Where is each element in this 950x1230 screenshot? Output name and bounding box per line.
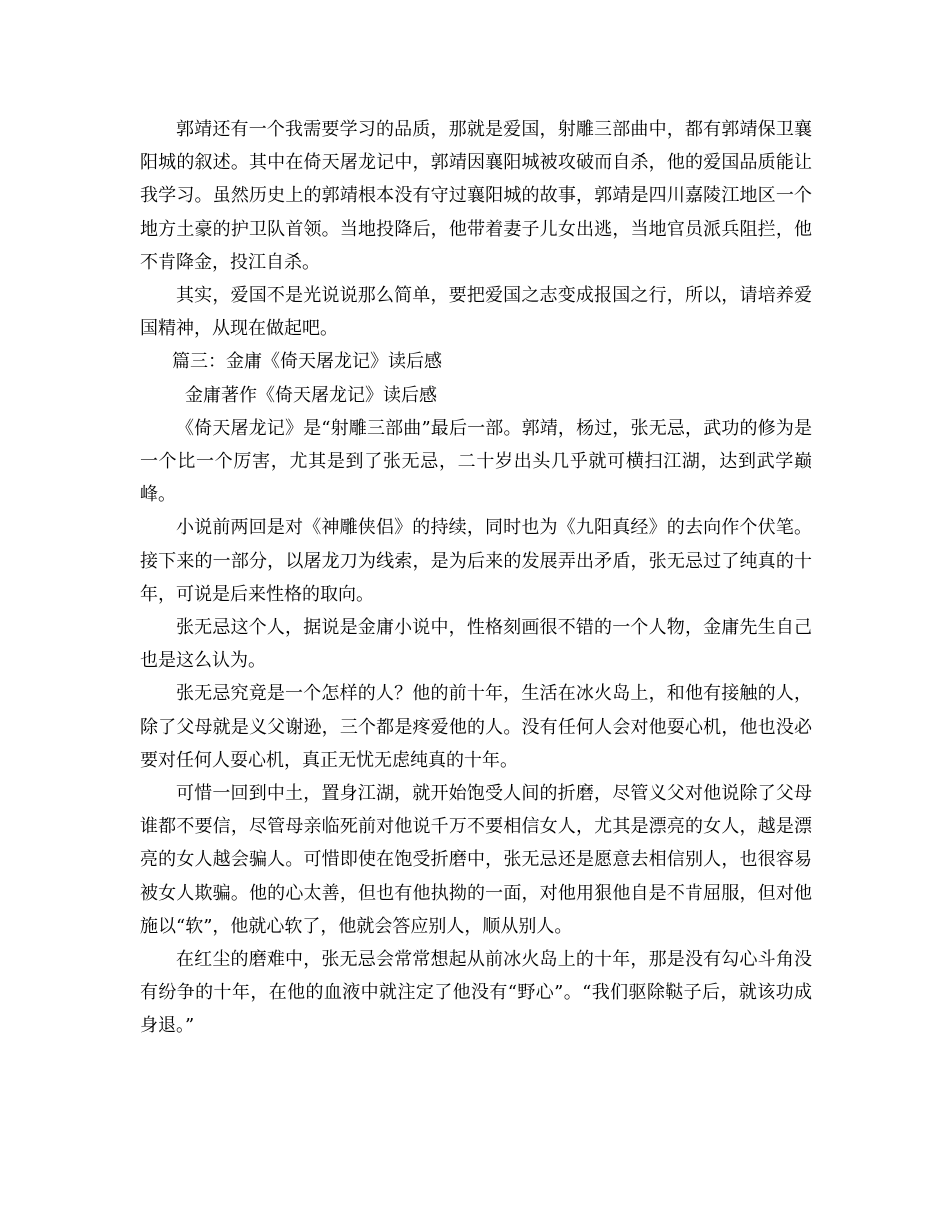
paragraph-hardship: 可惜一回到中土，置身江湖，就开始饱受人间的折磨，尽管义父对他说除了父母谁都不要信，尽管母亲临死前对他说千万不要相信女人，尤其是漂亮的女人，越是漂亮的女人越会骗人。可惜即使在饱受折磨中，张无忌还是愿意去相信别人，也很容易被女人欺骗。他的心太善，但也有他执拗的一面，对他用狠他自是不肯屈服，但对他施以“软”，他就心软了，他就会答应别人，顺从别人。 bbox=[140, 783, 812, 937]
paragraph-no-ambition: 在红尘的磨难中，张无忌会常常想起从前冰火岛上的十年，那是没有勾心斗角没有纷争的十年，在他的血液中就注定了他没有“野心”。“我们驱除鞑子后，就该功成身退。” bbox=[140, 949, 812, 1037]
paragraph-intro: 《倚天屠龙记》是“射雕三部曲”最后一部。郭靖，杨过，张无忌，武功的修为是一个比一个厉害，尤其是到了张无忌，二十岁出头几乎就可横扫江湖，达到武学巅峰。 bbox=[140, 417, 812, 506]
paragraph-patriotism: 郭靖还有一个我需要学习的品质，那就是爱国，射雕三部曲中，都有郭靖保卫襄阳城的叙述。其中在倚天屠龙记中，郭靖因襄阳城被攻破而自杀，他的爱国品质能让我学习。虽然历史上的郭靖根本没有守过襄阳城的故事，郭靖是四川嘉陵江地区一个地方土豪的护卫队首领。当地投降后，他带着妻子儿女出逃，当地官员派兵阻拦，他不肯降金，投江自杀。 bbox=[140, 119, 812, 273]
document-body bbox=[140, 113, 812, 1043]
paragraph-childhood: 张无忌究竟是一个怎样的人？他的前十年，生活在冰火岛上，和他有接触的人，除了父母就是义父谢逊，三个都是疼爱他的人。没有任何人会对他耍心机，他也没必要对任何人耍心机，真正无忧无虑纯真的十年。 bbox=[140, 683, 812, 771]
section-heading: 篇三：金庸《倚天屠龙记》读后感 bbox=[172, 351, 442, 373]
paragraph-patriotism-conclusion: 其实，爱国不是光说说那么简单，要把爱国之志变成报国之行，所以，请培养爱国精神，从现在做起吧。 bbox=[140, 285, 812, 340]
paragraph-plot-opening: 小说前两回是对《神雕侠侣》的持续，同时也为《九阳真经》的去向作个伏笔。接下来的一部分，以屠龙刀为线索，是为后来的发展弄出矛盾，张无忌过了纯真的十年，可说是后来性格的取向。 bbox=[140, 517, 812, 605]
article-title: 金庸著作《倚天屠龙记》读后感 bbox=[185, 384, 437, 406]
paragraph-character: 张无忌这个人，据说是金庸小说中，性格刻画很不错的一个人物，金庸先生自己也是这么认为。 bbox=[140, 617, 812, 672]
